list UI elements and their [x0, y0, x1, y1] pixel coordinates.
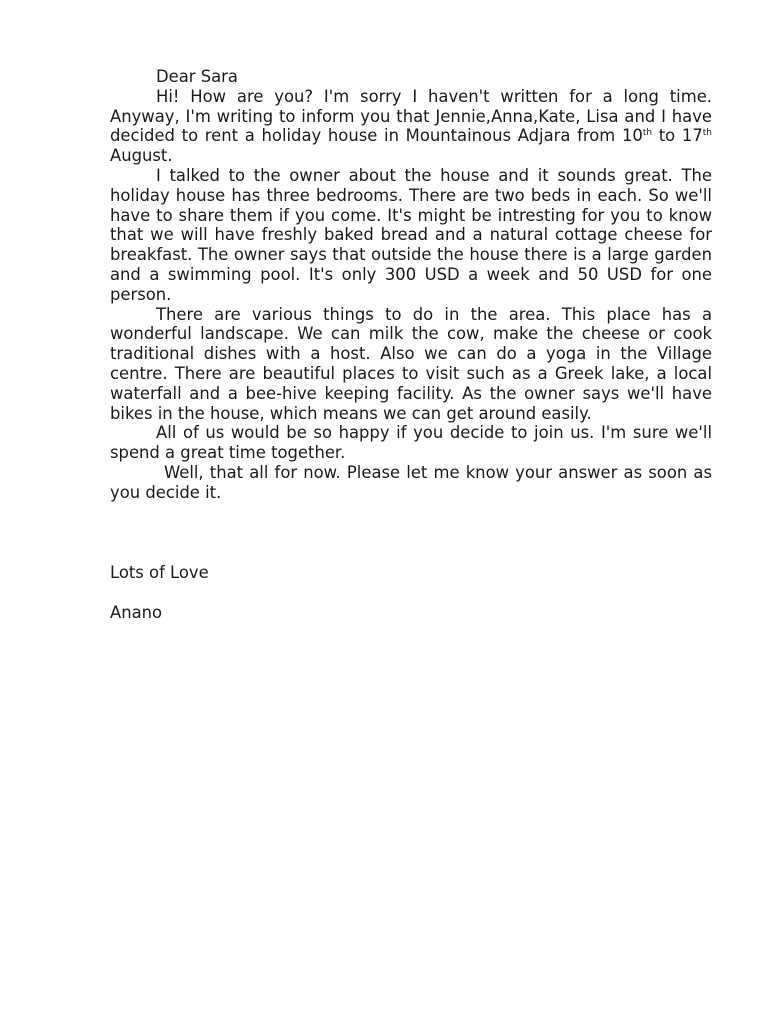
- letter-page: [110, 67, 712, 622]
- ordinal-suffix-end: th: [702, 128, 712, 139]
- greeting: Dear Sara: [156, 67, 238, 86]
- paragraph-intro: [110, 87, 712, 166]
- paragraph-invitation: All of us would be so happy if you decide to join us. I'm sure we'll spend a great time together.: [110, 423, 712, 463]
- ordinal-suffix-start: th: [642, 128, 653, 139]
- closing-line: Lots of Love: [110, 563, 209, 582]
- intro-text-month: August.: [110, 146, 173, 166]
- intro-text: Hi! How are you? I'm sorry I haven't written for a long time. Anyway, I'm writing to inform you that Jennie,Anna,Kate, Lisa and I have decided to rent a holiday house in Mountainous Adjara from 10: [110, 86, 712, 146]
- paragraph-farewell: Well, that all for now. Please let me know your answer as soon as you decide it.: [110, 462, 712, 502]
- intro-text-between: to 17: [652, 126, 703, 146]
- paragraph-activities: There are various things to do in the area. This place has a wonderful landscape. We can milk the cow, make the cheese or cook traditional dishes with a host. Also we can do a yoga in the Village centre. There are beautiful places to visit such as a Greek lake, a local waterfall and a bee-hive keeping facility. As the owner says we'll have bikes in the house, which means we can get around easily.: [110, 304, 712, 423]
- paragraph-house: I talked to the owner about the house and it sounds great. The holiday house has three bedrooms. There are two beds in each. So we'll have to share them if you come. It's might be intresting for you to know that we will have freshly baked bread and a natural cottage cheese for breakfast. The owner says that outside the house there is a large garden and a swimming pool. It's only 300 USD a week and 50 USD for one person.: [110, 165, 712, 304]
- signature: Anano: [110, 603, 163, 622]
